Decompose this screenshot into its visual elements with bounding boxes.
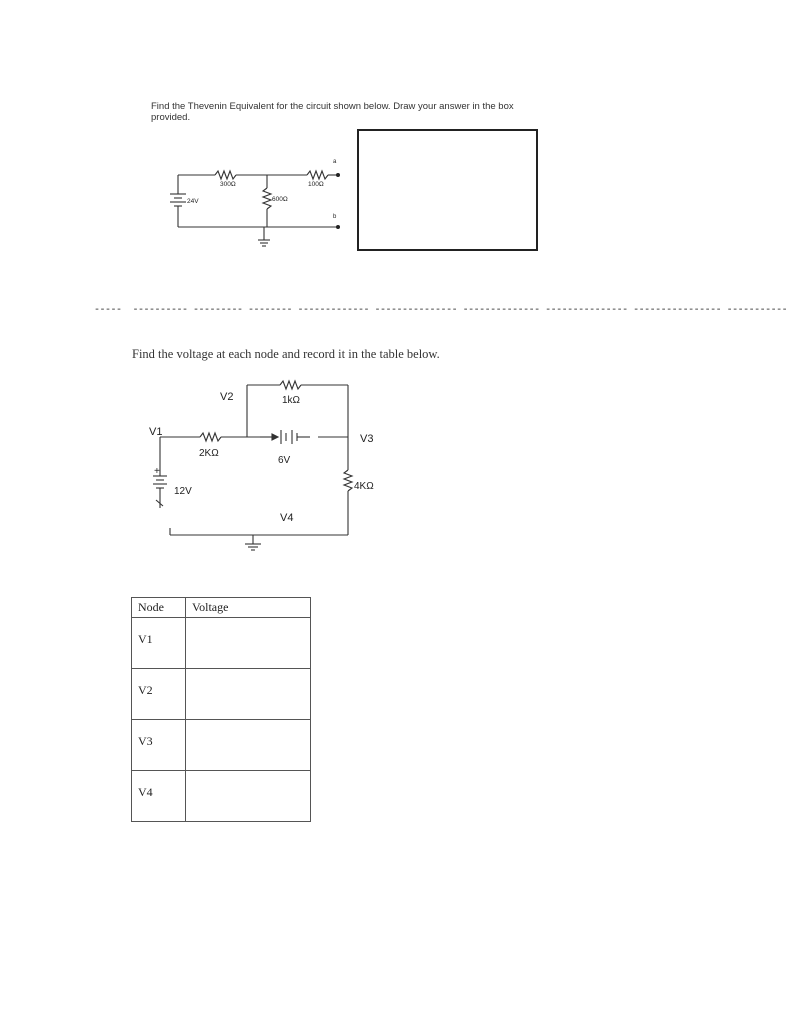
table-header-row	[132, 598, 311, 618]
voltage-cell[interactable]	[186, 720, 311, 771]
node-cell: V2	[132, 669, 186, 720]
thevenin-circuit-diagram	[150, 150, 360, 260]
plus-sign: +	[154, 466, 160, 477]
table-row	[132, 618, 311, 669]
resistor-100-label: 100Ω	[308, 181, 324, 188]
table-row	[132, 669, 311, 720]
question1-prompt: Find the Thevenin Equivalent for the circuit shown below. Draw your answer in the box provided.	[151, 101, 514, 123]
terminal-a-dot	[336, 173, 340, 177]
terminal-a-label: a	[333, 159, 337, 165]
source-24v-label: 24V	[187, 198, 199, 205]
answer-box[interactable]	[357, 129, 538, 251]
battery-6v-label: 6V	[278, 455, 291, 466]
section-divider: ----- ---------- --------- -------- ------------- --------------- -------------- --------------- ---------------- -----------	[94, 305, 788, 316]
terminal-b-label: b	[333, 214, 337, 220]
header-voltage: Voltage	[186, 598, 311, 618]
table-row	[132, 771, 311, 822]
node-v4-label: V4	[280, 512, 294, 524]
source-12v-label: 12V	[174, 486, 192, 497]
node-v1-label: V1	[149, 426, 163, 438]
node-voltage-table	[131, 597, 311, 822]
resistor-600-label: 600Ω	[272, 196, 288, 203]
question2-prompt: Find the voltage at each node and record it in the table below.	[132, 347, 440, 361]
voltage-cell[interactable]	[186, 618, 311, 669]
node-cell: V4	[132, 771, 186, 822]
voltage-cell[interactable]	[186, 771, 311, 822]
node-v3-label: V3	[360, 433, 374, 445]
node-v2-label: V2	[220, 391, 234, 403]
resistor-300-label: 300Ω	[220, 181, 236, 188]
resistor-4k-label: 4KΩ	[354, 481, 374, 492]
terminal-b-dot	[336, 225, 340, 229]
node-cell: V3	[132, 720, 186, 771]
voltage-cell[interactable]	[186, 669, 311, 720]
node-cell: V1	[132, 618, 186, 669]
header-node: Node	[132, 598, 186, 618]
node-voltage-circuit-diagram	[140, 378, 380, 558]
resistor-2k-label: 2KΩ	[199, 448, 219, 459]
resistor-1k-label: 1kΩ	[282, 395, 301, 406]
table-row	[132, 720, 311, 771]
